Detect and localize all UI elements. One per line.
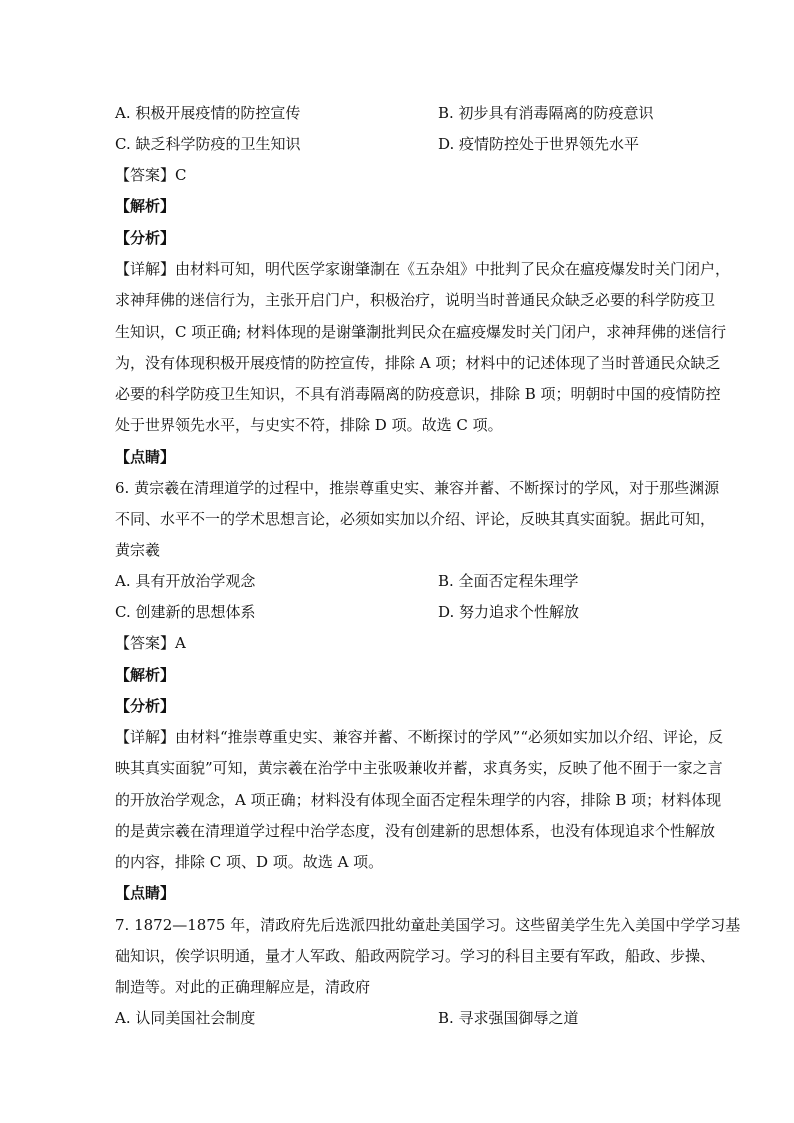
- q6-detail-line-3: 的开放治学观念，A 项正确；材料没有体现全面否定程朱理学的内容，排除 B 项；材料体现: [115, 791, 722, 809]
- q5-fenxi-label: 【分析】: [115, 229, 176, 247]
- q5-detail-line-2: 求神拜佛的迷信行为，主张开启门户，积极治疗，说明当时普通民众缺乏必要的科学防疫卫: [115, 291, 716, 309]
- q7-stem-line-1: 7. 1872—1875 年，清政府先后选派四批幼童赴美国学习。这些留美学生先入美国中学学习基: [115, 916, 741, 934]
- q6-detail-line-1: 【详解】由材料“推崇尊重史实、兼容并蓄、不断探讨的学风”“必须如实加以介绍、评论，反: [115, 728, 724, 746]
- q7-stem-line-3: 制造等。对此的正确理解应是，清政府: [115, 978, 371, 996]
- q5-detail-line-1: 【详解】由材料可知，明代医学家谢肇淛在《五杂俎》中批判了民众在瘟疫爆发时关门闭户，: [115, 260, 731, 278]
- q5-detail-line-5: 必要的科学防疫卫生知识，不具有消毒隔离的防疫意识，排除 B 项；明朝时中国的疫情防控: [115, 385, 721, 403]
- q5-analysis-label: 【解析】: [115, 197, 176, 215]
- q6-analysis-label: 【解析】: [115, 666, 176, 684]
- q6-stem-line-1: 6. 黄宗羲在清理道学的过程中，推崇尊重史实、兼容并蓄、不断探讨的学风，对于那些渊源: [115, 479, 720, 497]
- q6-option-b: B. 全面否定程朱理学: [438, 572, 579, 590]
- q5-dianjing-label: 【点睛】: [115, 448, 176, 466]
- q7-option-b: B. 寻求强国御辱之道: [438, 1009, 579, 1027]
- q7-option-a: A. 认同美国社会制度: [115, 1009, 256, 1027]
- q7-stem-line-2: 础知识，俟学识明通，量才人军政、船政两院学习。学习的科目主要有军政，船政、步操、: [115, 947, 716, 965]
- q6-option-c: C. 创建新的思想体系: [115, 603, 256, 621]
- q5-detail-line-3: 生知识，C 项正确; 材料体现的是谢肇淛批判民众在瘟疫爆发时关门闭户，求神拜佛的迷信行: [115, 323, 727, 341]
- q6-detail-line-4: 的是黄宗羲在清理道学过程中治学态度，没有创建新的思想体系，也没有体现追求个性解放: [115, 822, 716, 840]
- q6-option-a: A. 具有开放治学观念: [115, 572, 256, 590]
- q5-option-d: D. 疫情防控处于世界领先水平: [438, 135, 640, 153]
- q6-detail-line-2: 映其真实面貌”可知，黄宗羲在治学中主张吸兼收并蓄，求真务实，反映了他不囿于一家之言: [115, 759, 723, 777]
- q6-stem-line-2: 不同、水平不一的学术思想言论，必须如实加以介绍、评论，反映其真实面貌。据此可知，: [115, 510, 716, 528]
- q5-option-c: C. 缺乏科学防疫的卫生知识: [115, 135, 301, 153]
- q5-option-b: B. 初步具有消毒隔离的防疫意识: [438, 104, 654, 122]
- q6-fenxi-label: 【分析】: [115, 697, 176, 715]
- q6-detail-line-5: 的内容，排除 C 项、D 项。故选 A 项。: [115, 853, 384, 871]
- q6-option-d: D. 努力追求个性解放: [438, 603, 580, 621]
- q5-detail-line-6: 处于世界领先水平，与史实不符，排除 D 项。故选 C 项。: [115, 416, 503, 434]
- q6-stem-line-3: 黄宗羲: [115, 541, 161, 559]
- q5-option-a: A. 积极开展疫情的防控宣传: [115, 104, 301, 122]
- q6-dianjing-label: 【点睛】: [115, 884, 176, 902]
- q5-detail-line-4: 为，没有体现积极开展疫情的防控宣传，排除 A 项；材料中的记述体现了当时普通民众缺乏: [115, 354, 721, 372]
- q6-answer: 【答案】A: [115, 634, 186, 652]
- q5-answer: 【答案】C: [115, 166, 187, 184]
